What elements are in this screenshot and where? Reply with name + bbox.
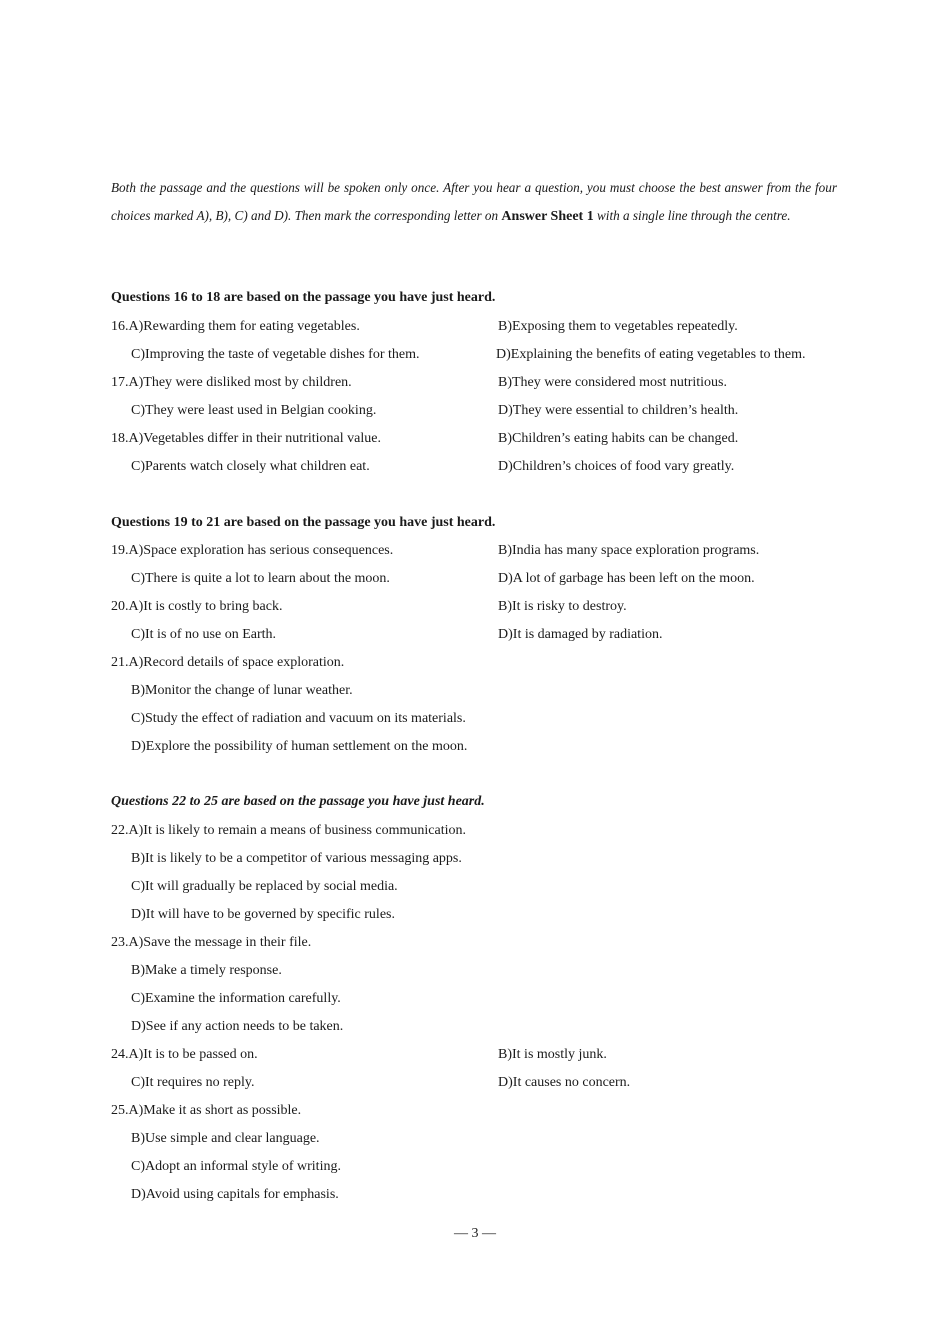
question-19-option-b[interactable]: B)India has many space exploration programs. <box>498 543 760 558</box>
question-number: 21. <box>111 655 129 670</box>
question-number: 23. <box>111 935 129 950</box>
question-22-option-b[interactable]: B)It is likely to be a competitor of various messaging apps. <box>131 851 462 866</box>
question-25-option-c[interactable]: C)Adopt an informal style of writing. <box>131 1159 341 1174</box>
question-23-option-c[interactable]: C)Examine the information carefully. <box>131 991 341 1006</box>
question-17-option-d[interactable]: D)They were essential to children’s health. <box>498 403 739 418</box>
section-heading-16-18: Questions 16 to 18 are based on the passage you have just heard. <box>111 290 496 305</box>
instructions-text-1: Both the passage and the questions will be spoken only once. After you hear a question, you must choose the best answer from the four choices marked A), B), C) and D). Then mark the corresponding letter on <box>111 180 837 224</box>
instructions <box>111 174 837 231</box>
question-21-option-d[interactable]: D)Explore the possibility of human settlement on the moon. <box>131 739 468 754</box>
question-number: 20. <box>111 599 129 614</box>
question-number: 25. <box>111 1103 129 1118</box>
section-heading-19-21: Questions 19 to 21 are based on the passage you have just heard. <box>111 515 496 530</box>
question-number: 19. <box>111 543 129 558</box>
question-21-option-a[interactable]: 21.A)Record details of space exploration. <box>111 653 344 673</box>
question-19-option-d[interactable]: D)A lot of garbage has been left on the moon. <box>498 571 755 586</box>
question-21-option-b[interactable]: B)Monitor the change of lunar weather. <box>131 683 353 698</box>
question-20-option-b[interactable]: B)It is risky to destroy. <box>498 599 627 614</box>
question-17-option-b[interactable]: B)They were considered most nutritious. <box>498 375 728 390</box>
question-18-option-d[interactable]: D)Children’s choices of food vary greatly. <box>498 459 735 474</box>
question-number: 24. <box>111 1047 129 1062</box>
question-22-option-c[interactable]: C)It will gradually be replaced by social media. <box>131 879 398 894</box>
question-16-option-c[interactable]: C)Improving the taste of vegetable dishes for them. <box>131 347 420 362</box>
section-heading-22-25: Questions 22 to 25 are based on the passage you have just heard. <box>111 794 485 809</box>
question-number: 22. <box>111 823 129 838</box>
instructions-text-2: with a single line through the centre. <box>593 208 791 224</box>
question-25-option-a[interactable]: 25.A)Make it as short as possible. <box>111 1101 301 1121</box>
question-19-option-c[interactable]: C)There is quite a lot to learn about the moon. <box>131 571 390 586</box>
question-24-option-b[interactable]: B)It is mostly junk. <box>498 1047 607 1062</box>
question-24-option-a[interactable]: 24.A)It is to be passed on. <box>111 1045 258 1065</box>
question-20-option-c[interactable]: C)It is of no use on Earth. <box>131 627 277 642</box>
question-23-option-a[interactable]: 23.A)Save the message in their file. <box>111 933 311 953</box>
question-17-option-a[interactable]: 17.A)They were disliked most by children. <box>111 373 352 393</box>
question-17-option-c[interactable]: C)They were least used in Belgian cooking. <box>131 403 377 418</box>
question-24-option-c[interactable]: C)It requires no reply. <box>131 1075 255 1090</box>
question-number: 16. <box>111 319 129 334</box>
question-24-option-d[interactable]: D)It causes no concern. <box>498 1075 631 1090</box>
question-25-option-b[interactable]: B)Use simple and clear language. <box>131 1131 320 1146</box>
answer-sheet-label: Answer Sheet 1 <box>501 209 594 225</box>
question-23-option-d[interactable]: D)See if any action needs to be taken. <box>131 1019 344 1034</box>
question-22-option-a[interactable]: 22.A)It is likely to remain a means of business communication. <box>111 821 466 841</box>
question-23-option-b[interactable]: B)Make a timely response. <box>131 963 282 978</box>
question-20-option-a[interactable]: 20.A)It is costly to bring back. <box>111 597 282 617</box>
page-number: — 3 — <box>454 1226 496 1241</box>
question-18-option-a[interactable]: 18.A)Vegetables differ in their nutritional value. <box>111 429 381 449</box>
question-number: 17. <box>111 375 129 390</box>
question-16-option-b[interactable]: B)Exposing them to vegetables repeatedly. <box>498 319 738 334</box>
question-19-option-a[interactable]: 19.A)Space exploration has serious consequences. <box>111 541 393 561</box>
question-25-option-d[interactable]: D)Avoid using capitals for emphasis. <box>131 1187 339 1202</box>
question-18-option-c[interactable]: C)Parents watch closely what children eat. <box>131 459 370 474</box>
question-16-option-a[interactable]: 16.A)Rewarding them for eating vegetables. <box>111 317 360 337</box>
question-22-option-d[interactable]: D)It will have to be governed by specific rules. <box>131 907 395 922</box>
question-20-option-d[interactable]: D)It is damaged by radiation. <box>498 627 663 642</box>
question-number: 18. <box>111 431 129 446</box>
question-16-option-d[interactable]: D)Explaining the benefits of eating vegetables to them. <box>496 347 806 362</box>
question-21-option-c[interactable]: C)Study the effect of radiation and vacuum on its materials. <box>131 711 466 726</box>
question-18-option-b[interactable]: B)Children’s eating habits can be changed. <box>498 431 739 446</box>
